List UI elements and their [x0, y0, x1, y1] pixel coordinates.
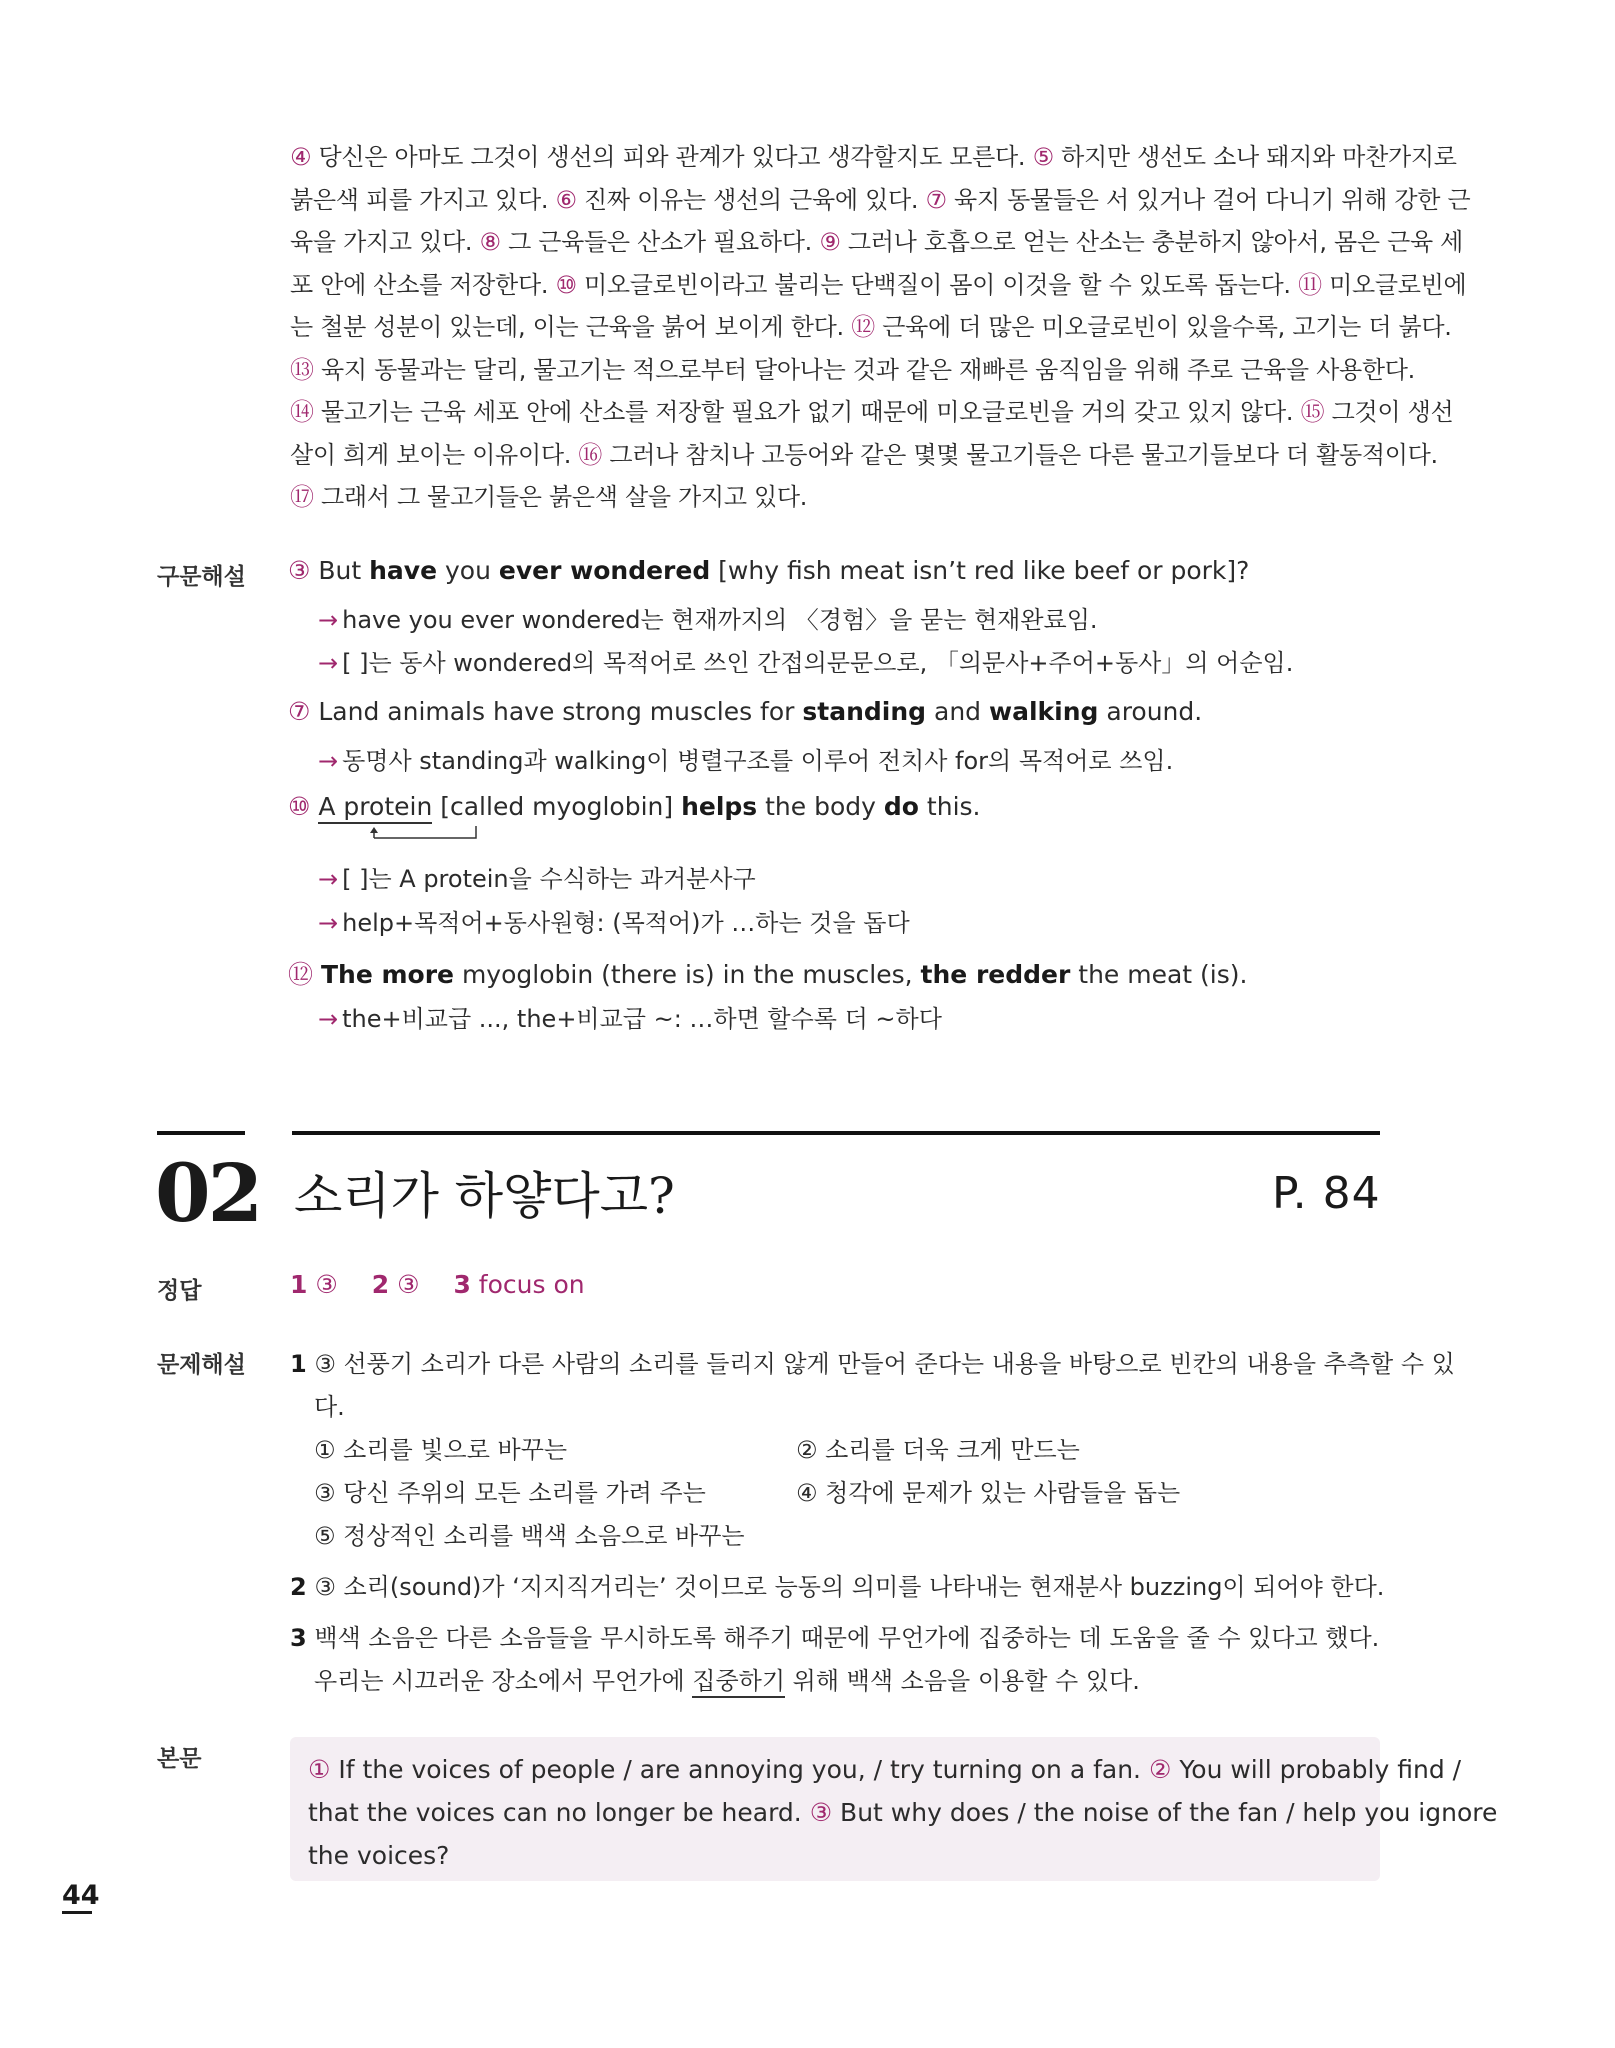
- answer-item: 3 focus on: [453, 1270, 585, 1299]
- modifier-arrow: [368, 824, 488, 846]
- syntax-sentence-7: ⑦ Land animals have strong muscles for standing and walking around.: [288, 697, 1203, 726]
- translation-line: ⑬ 육지 동물과는 달리, 물고기는 적으로부터 달아나는 것과 같은 재빠른 움직임을 위해 주로 근육을 사용한다.: [290, 355, 1415, 384]
- explanation-q3: 3 백색 소음은 다른 소음들을 무시하도록 해주기 때문에 무언가에 집중하는 데 도움을 줄 수 있다고 했다.: [290, 1624, 1380, 1652]
- section-rule: [292, 1131, 1380, 1135]
- syntax-note: → [ ]는 A protein을 수식하는 과거분사구: [318, 865, 756, 893]
- body-line: ① If the voices of people / are annoying you, / try turning on a fan. ② You will probably find /: [308, 1755, 1462, 1784]
- section-rule: [157, 1131, 245, 1135]
- translation-line: 포 안에 산소를 저장한다. ⑩ 미오글로빈이라고 불리는 단백질이 몸이 이것을 할 수 있도록 돕는다. ⑪ 미오글로빈에: [290, 270, 1467, 299]
- syntax-label: 구문해설: [157, 564, 246, 590]
- choice-item: ④ 청각에 문제가 있는 사람들을 돕는: [796, 1479, 1181, 1507]
- translation-paragraph: [290, 136, 1471, 519]
- section-page-ref: P. 84: [1272, 1168, 1381, 1219]
- translation-line: 붉은색 피를 가지고 있다. ⑥ 진짜 이유는 생선의 근육에 있다. ⑦ 육지 동물들은 서 있거나 걸어 다니기 위해 강한 근: [290, 185, 1471, 214]
- translation-line: ④ 당신은 아마도 그것이 생선의 피와 관계가 있다고 생각할지도 모른다. ⑤ 하지만 생선도 소나 돼지와 마찬가지로: [290, 143, 1457, 171]
- syntax-note: → have you ever wondered는 현재까지의 〈경험〉을 묻는 현재완료임.: [318, 606, 1098, 634]
- explanation-q1-cont: 다.: [314, 1393, 345, 1421]
- section-title: 소리가 하얗다고?: [294, 1167, 675, 1225]
- translation-line: ⑭ 물고기는 근육 세포 안에 산소를 저장할 필요가 없기 때문에 미오글로빈을 거의 갖고 있지 않다. ⑮ 그것이 생선: [290, 398, 1454, 426]
- syntax-note: → the+비교급 ..., the+비교급 ~: …하면 할수록 더 ~하다: [318, 1005, 942, 1033]
- choice-item: ③ 당신 주위의 모든 소리를 가려 주는: [314, 1479, 706, 1507]
- body-line: that the voices can no longer be heard. ③ But why does / the noise of the fan / help you ignore: [308, 1798, 1498, 1827]
- explanation-q1: 1 ③ 선풍기 소리가 다른 사람의 소리를 들리지 않게 만들어 준다는 내용을 바탕으로 빈칸의 내용을 추측할 수 있: [290, 1350, 1455, 1378]
- syntax-sentence-12: ⑫ The more myoglobin (there is) in the muscles, the redder the meat (is).: [288, 960, 1248, 989]
- answers-label: 정답: [157, 1278, 202, 1304]
- choice-item: ① 소리를 빛으로 바꾸는: [314, 1436, 568, 1464]
- explanation-q2: 2 ③ 소리(sound)가 ‘지지직거리는’ 것이므로 능동의 의미를 나타내는 현재분사 buzzing이 되어야 한다.: [290, 1573, 1385, 1601]
- explanation-label: 문제해설: [157, 1352, 246, 1378]
- page-number-underline: [62, 1911, 92, 1914]
- syntax-sentence-10: ⑩ A protein [called myoglobin] helps the body do this.: [288, 792, 980, 821]
- translation-line: ⑰ 그래서 그 물고기들은 붉은색 살을 가지고 있다.: [290, 483, 808, 511]
- body-line: the voices?: [308, 1841, 450, 1870]
- translation-line: 육을 가지고 있다. ⑧ 그 근육들은 산소가 필요하다. ⑨ 그러나 호흡으로 얻는 산소는 충분하지 않아서, 몸은 근육 세: [290, 228, 1464, 256]
- syntax-note: → help+목적어+동사원형: (목적어)가 …하는 것을 돕다: [318, 909, 910, 937]
- translation-line: 살이 희게 보이는 이유이다. ⑯ 그러나 참치나 고등어와 같은 몇몇 물고기들은 다른 물고기들보다 더 활동적이다.: [290, 440, 1438, 469]
- answer-item: 2 ③: [371, 1270, 420, 1299]
- answer-item: 1 ③: [290, 1270, 338, 1299]
- choice-item: ② 소리를 더욱 크게 만드는: [796, 1436, 1080, 1464]
- translation-line: 는 철분 성분이 있는데, 이는 근육을 붉어 보이게 한다. ⑫ 근육에 더 많은 미오글로빈이 있을수록, 고기는 더 붉다.: [290, 313, 1452, 341]
- page-number: 44: [62, 1880, 100, 1911]
- syntax-sentence-3: ③ But have you ever wondered [why fish meat isn’t red like beef or pork]?: [288, 556, 1250, 585]
- section-number: 02: [155, 1146, 261, 1240]
- syntax-note: → 동명사 standing과 walking이 병렬구조를 이루어 전치사 for의 목적어로 쓰임.: [318, 747, 1174, 775]
- syntax-note: → [ ]는 동사 wondered의 목적어로 쓰인 간접의문문으로, 「의문사+주어+동사」의 어순임.: [318, 649, 1294, 677]
- explanation-q3-cont: 우리는 시끄러운 장소에서 무언가에 집중하기 위해 백색 소음을 이용할 수 있다.: [314, 1661, 1140, 1696]
- body-label: 본문: [157, 1746, 202, 1772]
- answers-row: [290, 1270, 611, 1299]
- choice-item: ⑤ 정상적인 소리를 백색 소음으로 바꾸는: [314, 1522, 745, 1550]
